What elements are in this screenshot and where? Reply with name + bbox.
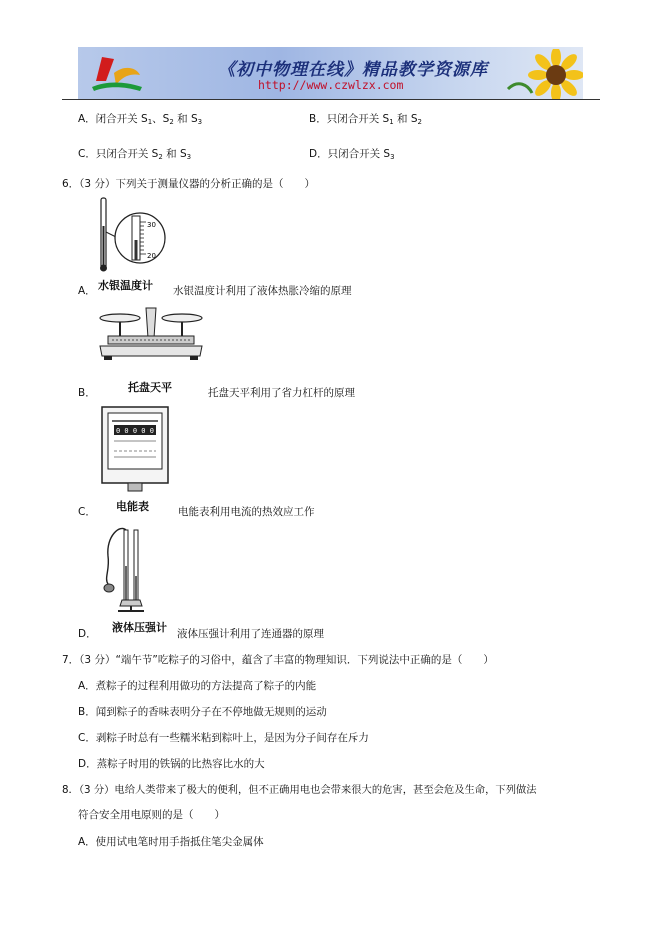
thermometer-figure — [96, 196, 168, 274]
q7-stem: 7．（3 分）“端午节”吃粽子的习俗中，蕴含了丰富的物理知识．下列说法中正确的是（ ） — [62, 654, 494, 666]
header-rule — [62, 99, 600, 100]
q6-option-d-text[interactable]: 液体压强计利用了连通器的原理 — [177, 628, 324, 640]
q7-option-a[interactable]: A．煮粽子的过程利用做功的方法提高了粽子的内能 — [78, 680, 317, 692]
q8-stem-line1: 8．（3 分）电给人类带来了极大的便利，但不正确用电也会带来很大的危害，甚至会危及生命，下列做法 — [62, 784, 537, 796]
thermometer-scale-30: 30 — [147, 221, 156, 229]
q7-option-b[interactable]: B．闻到粽子的香味表明分子在不停地做无规则的运动 — [78, 706, 327, 718]
q5-option-b[interactable]: B．只闭合开关 $S_1$ 和 $S_2$ — [309, 113, 422, 126]
q6-option-d-letter[interactable]: D． — [78, 628, 97, 640]
meter-digits: 0 0 0 0 0 — [116, 427, 154, 435]
pressure-gauge-figure — [100, 526, 160, 612]
thermometer-scale-20: 20 — [147, 252, 156, 260]
q5-option-c[interactable]: C．只闭合开关 $S_2$ 和 $S_3$ — [78, 148, 192, 161]
q8-stem-line2: 符合安全用电原则的是（ ） — [78, 809, 225, 821]
balance-label: 托盘天平 — [128, 381, 172, 394]
q7-option-c[interactable]: C．剥粽子时总有一些糯米粘到粽叶上，是因为分子间存在斥力 — [78, 732, 369, 744]
q6-option-c-letter[interactable]: C． — [78, 506, 96, 518]
q7-option-d[interactable]: D．蒸粽子时用的铁锅的比热容比水的大 — [78, 758, 265, 770]
q6-option-a-letter[interactable]: A． — [78, 285, 96, 297]
q6-stem: 6．（3 分）下列关于测量仪器的分析正确的是（ ） — [62, 178, 315, 190]
electric-meter-figure — [100, 405, 172, 495]
electric-meter-label: 电能表 — [116, 500, 149, 513]
sunflower-icon — [498, 49, 583, 99]
q6-option-a-text[interactable]: 水银温度计利用了液体热胀冷缩的原理 — [173, 285, 352, 297]
q6-option-b-text[interactable]: 托盘天平利用了省力杠杆的原理 — [208, 387, 355, 399]
q6-option-b-letter[interactable]: B． — [78, 387, 96, 399]
balance-scale-figure — [96, 304, 208, 374]
q5-option-a[interactable]: A．闭合开关 $S_1$、$S_2$ 和 $S_3$ — [78, 113, 203, 126]
banner-title: 《初中物理在线》精品教学资源库 — [218, 60, 488, 80]
q8-option-a[interactable]: A．使用试电笔时用手指抵住笔尖金属体 — [78, 836, 264, 848]
site-logo-icon — [84, 51, 148, 97]
q5-option-d[interactable]: D．只闭合开关 $S_3$ — [309, 148, 395, 161]
thermometer-label: 水银温度计 — [98, 279, 153, 292]
header-banner — [78, 47, 583, 99]
pressure-gauge-label: 液体压强计 — [112, 621, 167, 634]
banner-url[interactable]: http://www.czwlzx.com — [258, 78, 404, 92]
q6-option-c-text[interactable]: 电能表利用电流的热效应工作 — [178, 506, 315, 518]
